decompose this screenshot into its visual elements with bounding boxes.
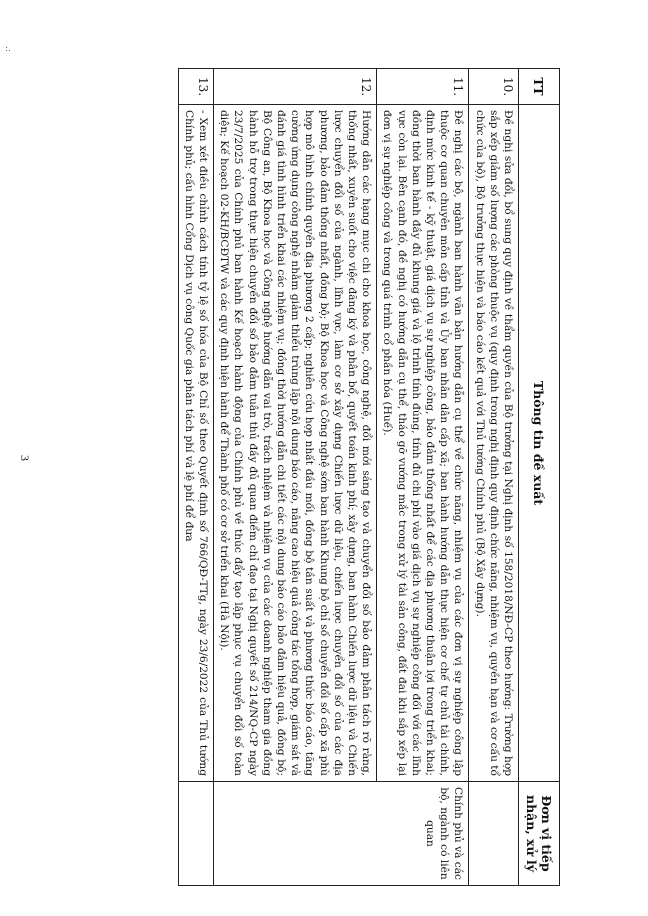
row-unit-empty — [469, 782, 519, 886]
row-unit-empty — [178, 782, 213, 886]
table-row — [178, 69, 213, 886]
row-text: - Xem xét điều chỉnh cách tính tỷ lệ số hóa của Bộ Chỉ số theo Quyết định số 766/QĐ-TTg, ngày 23/6/2022 của Thủ tướng Chính phủ; cấu hình Cổng Dịch vụ công Quốc gia phân tách phí và lệ phí để đưa — [178, 105, 213, 782]
proposal-table — [178, 68, 560, 886]
header-tt: TT — [519, 69, 560, 105]
row-number: 12. — [213, 69, 376, 105]
row-text: Đề nghị sửa đổi, bổ sung quy định về thẩm quyền của Bộ trưởng tại Nghị định số 158/2018/NĐ-CP theo hướng: Trường hợp sắp xếp giảm số lượng các phòng thuộc vụ (quy định trong nghị định quy định chức năng, nhiệm vụ, quyền hạn và cơ cấu tổ chức của bộ), Bộ trưởng thực hiện và báo cáo kết quả với Thủ tướng Chính phủ (Bộ Xây dựng). — [469, 105, 519, 782]
row-number: 10. — [469, 69, 519, 105]
row-text: Hướng dẫn các hạng mục chi cho khoa học, công nghệ, đổi mới sáng tạo và chuyển đổi số bảo đảm phân tách rõ ràng, thống nhất, xuyên suốt cho việc đăng ký và phân bổ, quyết toán kinh phí; xây dựng, ban hành Chiến lược dữ liệu và Chiến lược chuyển đổi số của ngành, lĩnh vực, làm cơ sở xây dựng Chiến lược dữ liệu, chiến lược chuyển đổi số của các địa phương, bảo đảm thống nhất, đồng bộ; Bộ Khoa học và Công nghệ sớm ban hành Khung bộ chỉ số chuyển đổi số cấp xã phù hợp mô hình chính quyền địa phương 2 cấp; nghiên cứu hợp nhất đầu mối, đồng bộ tần suất và phương thức báo cáo, tăng cường ứng dụng công nghệ nhằm giảm thiểu trùng lặp nội dung báo cáo, nâng cao hiệu quả công tác tổng hợp, giám sát và đánh giá tình hình triển khai các nhiệm vụ; đồng thời hướng dẫn chi tiết các nội dung báo cáo bảo đảm hiệu quả, đồng bộ; Bộ Công an, Bộ Khoa học và Công nghệ hướng dẫn vai trò, trách nhiệm và nhiệm vụ của các doanh nghiệp tham gia đồng hành hỗ trợ trong thực hiện chuyển đổi số bảo đảm tuân thủ đầy đủ quan điểm chỉ đạo tại Nghị quyết số 214/NQ-CP ngày 23/7/2025 của Chính phủ ban hành Kế hoạch hành động của Chính phủ về thúc đẩy tạo lập phục vụ chuyển đổi số toàn diện; Kế hoạch 02-KH/BCĐTW và các quy định hiện hành để Thành phố có cơ sở triển khai (Hà Nội). — [213, 105, 376, 782]
page-number: 3 — [18, 455, 32, 461]
table-header-row — [519, 69, 560, 886]
row-text: Đề nghị các bộ, ngành ban hành văn bản hướng dẫn cụ thể về chức năng, nhiệm vụ của các đơn vị sự nghiệp công lập thuộc cơ quan chuyên môn cấp tỉnh và Ủy ban nhân dân cấp xã; ban hành hướng dẫn thực hiện cơ chế tự chủ tài chính, định mức kinh tế - kỹ thuật, giá dịch vụ sự nghiệp công, bảo đảm thống nhất để các địa phương thuận lợi trong triển khai; đồng thời ban hành đầy đủ khung giá và lộ trình tính đúng, tính đủ chi phí vào giá dịch vụ sự nghiệp công đối với các lĩnh vực còn lại. Bên cạnh đó, đề nghị có hướng dẫn cụ thể, tháo gỡ vướng mắc trong xử lý tài sản công, đất đai khi sắp xếp lại đơn vị sự nghiệp công và trong quá trình cổ phần hóa (Huế). — [377, 105, 469, 782]
header-unit: Đơn vị tiếp nhận, xử lý — [519, 782, 560, 886]
row-number: 11. — [377, 69, 469, 105]
header-info: Thông tin đề xuất — [519, 105, 560, 782]
table-row — [377, 69, 469, 886]
row-unit-merged: Chính phủ và các bộ, ngành có liên quan — [213, 782, 468, 886]
row-number: 13. — [178, 69, 213, 105]
table-row — [213, 69, 376, 886]
table-row — [469, 69, 519, 886]
scan-speck: :. — [5, 44, 11, 54]
